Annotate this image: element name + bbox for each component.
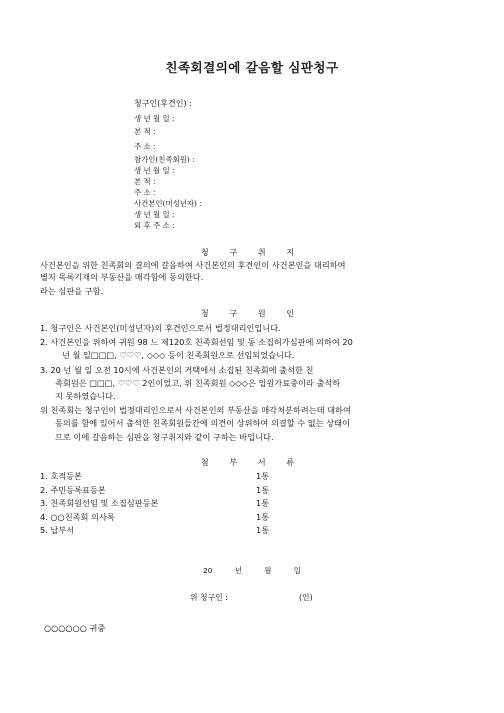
party-line-claimant-address: 주 소 : <box>134 142 156 151</box>
party-line-claimant-domicile: 본 적 : <box>134 127 156 136</box>
party-line-participant-birth: 생 년 월 일 : <box>134 166 175 175</box>
attach-heading: 첨 부 서 류 <box>200 457 304 467</box>
attachment-name: 3. 친족회원선임 및 소집심판등본 <box>40 498 159 508</box>
party-line-participant-domicile: 본 적 : <box>134 177 156 186</box>
reason-line: 위 친족회는 청구인이 법정대리인으로서 사건본인의 부동산을 매각처분하려는데 대하여 <box>40 405 351 415</box>
reason-line: 3. 20 넌 월 일 오전 10시에 사건본인의 거택에서 소집된 친족회에 출석한 친 <box>40 365 314 375</box>
attachment-count: 1통 <box>256 498 270 508</box>
party-line-claimant: 청구인(후견인) : <box>134 99 192 108</box>
date-line: 20 년 월 일 <box>203 566 301 575</box>
attachment-count: 1통 <box>256 485 270 495</box>
purpose-line: 별지 목록기재의 부동산을 매각함에 동의한다. <box>40 272 204 282</box>
party-line-subject: 사건본인(미성년자) : <box>134 199 202 208</box>
court-addressee: ○○○○○○ 귀중 <box>44 623 106 633</box>
purpose-line: 사건본인을 위한 친족회의 결의에 갈음하여 사건본인의 후견인이 사건본인을 대리하여 <box>40 260 346 270</box>
signature-label: 위 청구인 : <box>190 593 228 602</box>
attachment-count: 1통 <box>256 525 270 535</box>
reason-line: 넌 월 일□□□, ♡♡♡, ◇◇◇ 등이 친족회원으로 선임되었습니다. <box>62 350 295 360</box>
seal-mark: (인) <box>299 593 313 602</box>
reason-line: 2. 사건본인을 위하여 귀원 98 느 제120호 친족회선임 및 동 소집허가심판에 의하여 20 <box>40 337 353 347</box>
document-title: 친족회결의에 갈음할 심판청구 <box>165 60 339 75</box>
party-line-claimant-birth: 생 년 월 일 : <box>134 114 175 123</box>
party-line-subject-birth: 생 년 월 일 : <box>134 210 175 219</box>
attachment-name: 2. 주민등록표등본 <box>40 485 106 495</box>
party-line-participant-address: 주 소 : <box>134 188 156 197</box>
party-line-participant: 참가인(친족회원) : <box>134 155 195 164</box>
reason-line: 1. 청구인은 사건본인(미성년자)의 후견인으로서 법정대리인입니다. <box>40 323 281 333</box>
attachment-name: 4. ○○친족회 의사록 <box>40 512 115 522</box>
attachment-count: 1통 <box>256 512 270 522</box>
purpose-line: 라는 심판을 구함. <box>40 286 104 296</box>
attachment-name: 5. 납부서 <box>40 525 75 535</box>
attachment-name: 1. 호적등본 <box>40 471 83 481</box>
reason-line: 족회원은 □□□, ♡♡♡ 2인이었고, 위 친족회원 ◇◇◇은 입원가료중이라 출석하 <box>55 378 341 388</box>
reason-heading: 청 구 원 인 <box>200 308 304 318</box>
attachment-count: 1통 <box>256 471 270 481</box>
purpose-heading: 청 구 취 지 <box>200 247 304 257</box>
party-line-subject-address: 외 후 주 소 : <box>134 221 175 230</box>
reason-line: 동의를 함에 있어서 출석한 친족회원들간에 의견이 상위하여 의결할 수 없는 상태이 <box>55 418 350 428</box>
reason-line: 지 못하였습니다. <box>55 391 116 401</box>
reason-line: 므로 이에 갈음하는 심판을 청구취지와 같이 구하는 바입니다. <box>55 432 274 442</box>
